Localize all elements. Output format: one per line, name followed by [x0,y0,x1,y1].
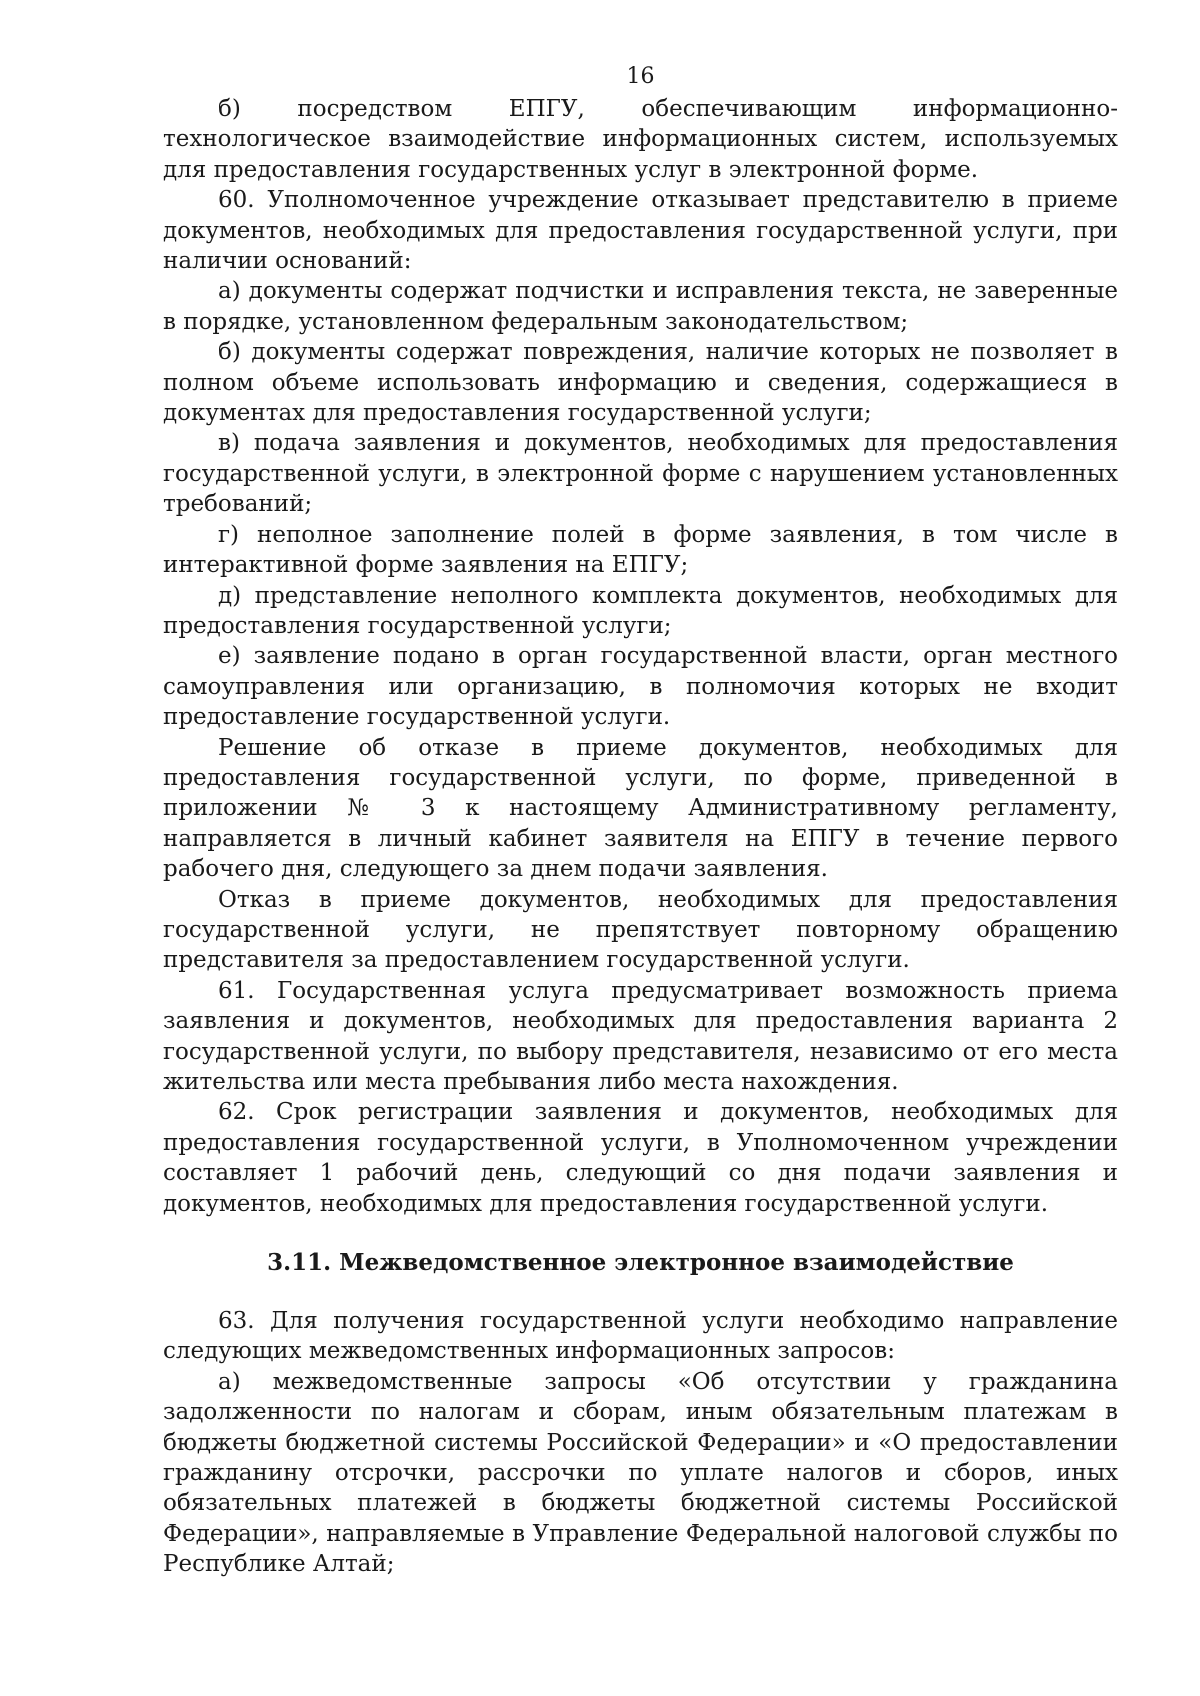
paragraph-ground-e: е) заявление подано в орган государственной власти, орган местного самоуправления или организацию, в полномочия которых не входит предоставление государственной услуги. [163,643,1118,731]
section-heading: 3.11. Межведомственное электронное взаимодействие [267,1249,1014,1277]
paragraph-63-interagency-requests: 63. Для получения государственной услуги необходимо направление следующих межведомственных информационных запросов: [163,1308,1118,1365]
paragraph-request-a: а) межведомственные запросы «Об отсутствии у гражданина задолженности по налогам и сборам, иным обязательным платежам в бюджеты бюджетной системы Российской Федерации» и «О предоставлении гражданину отсрочки, рассрочки по уплате налогов и сборов, иных обязательных платежей в бюджеты бюджетной системы Российской Федерации», направляемые в Управление Федеральной налоговой службы по Республике Алтай; [163,1368,1118,1578]
paragraph-ground-d: д) представление неполного комплекта документов, необходимых для предоставления государственной услуги; [163,582,1118,639]
paragraph-62-registration-term: 62. Срок регистрации заявления и документов, необходимых для предоставления государственной услуги, в Уполномоченном учреждении составляет 1 рабочий день, следующий со дня подачи заявления и документов, необходимых для предоставления государственной услуги. [163,1099,1118,1217]
paragraph-ground-v: в) подача заявления и документов, необходимых для предоставления государственной услуги, в электронной форме с нарушением установленных требований; [163,430,1118,518]
paragraph-refusal-decision: Решение об отказе в приеме документов, необходимых для предоставления государственной услуги, по форме, приведенной в приложении № 3 к настоящему Административному регламенту, направляется в личный кабинет заявителя на ЕПГУ в течение первого рабочего дня, следующего за днем подачи заявления. [163,734,1118,883]
paragraph-61-application-location: 61. Государственная услуга предусматривает возможность приема заявления и документов, необходимых для предоставления варианта 2 государственной услуги, по выбору представителя, независимо от его места жительства или места пребывания либо места нахождения. [163,977,1118,1095]
paragraph-60-refusal-grounds: 60. Уполномоченное учреждение отказывает представителю в приеме документов, необходимых для предоставления государственной услуги, при наличии оснований: [163,187,1118,275]
document-page [163,62,1118,1580]
paragraph-ground-a: а) документы содержат подчистки и исправления текста, не заверенные в порядке, установленном федеральным законодательством; [163,278,1118,335]
paragraph-ground-g: г) неполное заполнение полей в форме заявления, в том числе в интерактивной форме заявления на ЕПГУ; [163,521,1118,579]
page-number: 16 [626,64,655,89]
paragraph-refusal-no-obstacle: Отказ в приеме документов, необходимых для предоставления государственной услуги, не препятствует повторному обращению представителя за предоставлением государственной услуги. [163,886,1118,974]
paragraph-epgu-interaction: б) посредством ЕПГУ, обеспечивающим информационно-технологическое взаимодействие информационных систем, используемых для предоставления государственных услуг в электронной форме. [163,96,1118,183]
paragraph-ground-b: б) документы содержат повреждения, наличие которых не позволяет в полном объеме использовать информацию и сведения, содержащиеся в документах для предоставления государственной услуги; [163,339,1118,427]
